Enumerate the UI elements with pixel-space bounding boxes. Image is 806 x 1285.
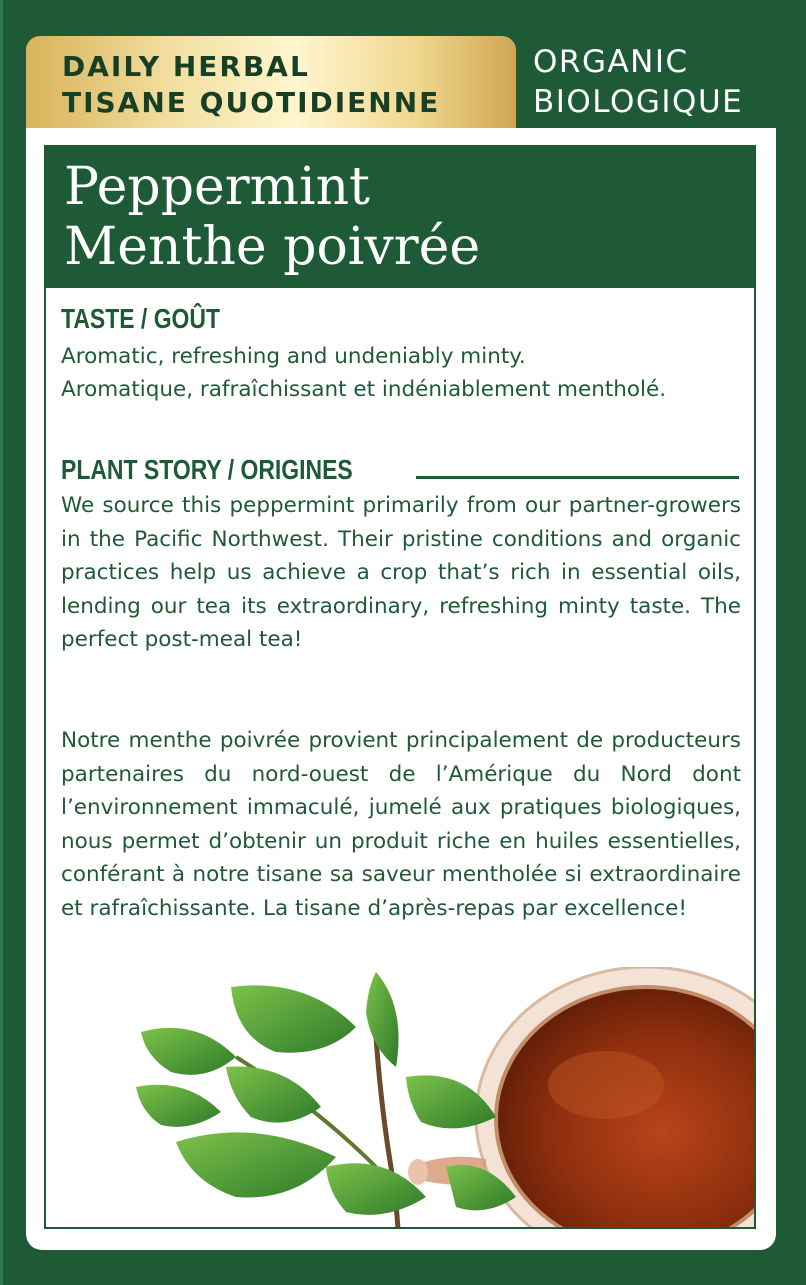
category-banner	[26, 36, 516, 134]
taste-description-fr: Aromatique, rafraîchissant et indéniablement mentholé.	[61, 377, 667, 402]
taste-description-en: Aromatic, refreshing and undeniably minty.	[61, 344, 526, 369]
plant-story-en: We source this peppermint primarily from our partner-growers in the Pacific Northwest. Their pristine conditions and organic practices help us achieve a crop that’s rich in essential oils, lending our tea its extraordinary, refreshing minty taste. The perfect post-meal tea!	[61, 493, 741, 652]
category-line-en: DAILY HERBAL	[62, 50, 310, 83]
plant-story-heading: PLANT STORY / ORIGINES	[61, 454, 353, 485]
product-title-en: Peppermint	[64, 157, 370, 217]
category-line-fr: TISANE QUOTIDIENNE	[62, 86, 441, 119]
organic-label-en: ORGANIC	[533, 44, 689, 80]
content-frame	[44, 145, 756, 1229]
product-title-box	[46, 147, 754, 288]
heading-divider	[416, 476, 739, 479]
plant-story-fr: Notre menthe poivrée provient principalement de producteurs partenaires du nord-ouest de l’Amérique du Nord dont l’environnement immaculé, jumelé aux pratiques biologiques, nous permet d’obtenir un produit riche en huiles essentielles, conférant à notre tisane sa saveur mentholée si extraordinaire et rafraîchissante. La tisane d’après-repas par excellence!	[61, 728, 741, 921]
taste-heading: TASTE / GOÛT	[61, 303, 221, 334]
left-edge-stripe	[0, 0, 3, 1285]
organic-label-fr: BIOLOGIQUE	[533, 84, 744, 120]
product-title-fr: Menthe poivrée	[64, 217, 481, 277]
mint-and-tea-illustration	[46, 967, 754, 1229]
peppermint-sprig-icon	[136, 972, 516, 1229]
